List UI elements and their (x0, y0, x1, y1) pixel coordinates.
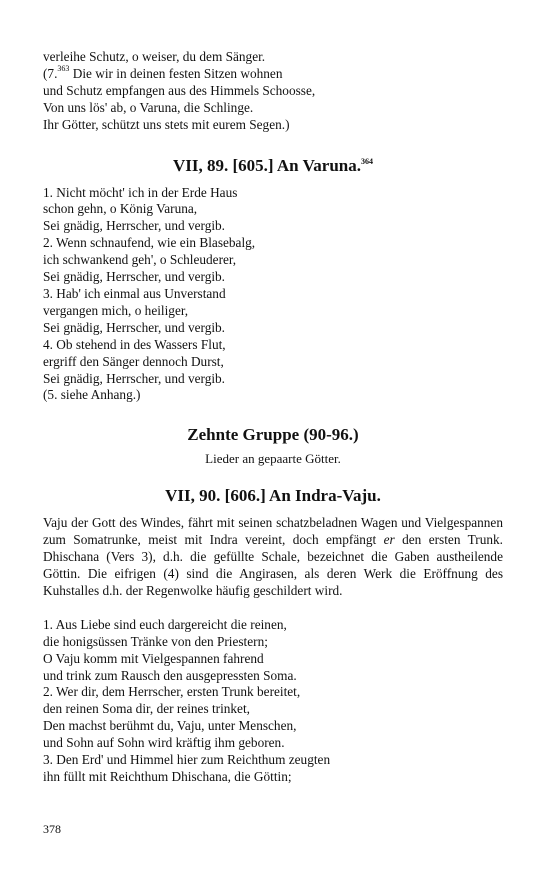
text-line: Ihr Götter, schützt uns stets mit eurem Segen.) (43, 116, 290, 132)
verse-line: 1. Aus Liebe sind euch dargereicht die reinen, (43, 616, 287, 632)
verse-line: 3. Hab' ich einmal aus Unverstand (43, 285, 226, 301)
verse-line: den reinen Soma dir, der reines trinket, (43, 701, 250, 717)
verse-line: ich schwankend geh', o Schleuderer, (43, 252, 237, 268)
text-line (43, 63, 503, 83)
verse-line: Sei gnädig, Herrscher, und vergib. (43, 218, 226, 234)
page-body (43, 49, 503, 786)
hymn-verses (43, 185, 503, 405)
verse-line: ergriff den Sänger dennoch Durst, (43, 353, 224, 369)
footnote-ref: 364 (361, 156, 373, 166)
hymn-heading: VII, 90. [606.] An Indra-Vaju. (165, 486, 381, 506)
intro-text: Vaju der Gott des Windes, fährt mit seinen schatzbeladnen Wagen und Vielgespannen zum Somatrunke, meist mit Indra vereint, doch empfängt (43, 515, 503, 548)
verse-line: Sei gnädig, Herrscher, und vergib. (43, 370, 226, 386)
intro-text: den ersten Trunk. Dhischana (Vers 3), d.h. die gefüllte Schale, bezeichnet die Gaben austheilende Göttin. Die eifrigen (4) sind die Angirasen, als deren Werk die Eröffnung des Kuhstalles d.h. der Regenwolke häufig geschildert wird. (43, 532, 503, 598)
text-line: und Schutz empfangen aus des Himmels Schoosse, (43, 82, 316, 98)
verse-line: 4. Ob stehend in des Wassers Flut, (43, 336, 226, 352)
verse-prefix: (7. (43, 65, 58, 81)
verse-line: O Vaju komm mit Vielgespannen fahrend (43, 650, 264, 666)
group-subtitle: Lieder an gepaarte Götter. (205, 451, 341, 467)
footnote-ref: 363 (57, 63, 70, 73)
verse-line: (5. siehe Anhang.) (43, 387, 141, 403)
hymn-verses (43, 617, 503, 786)
verse-line: ihn füllt mit Reichthum Dhischana, die Göttin; (43, 769, 292, 784)
text-line: Von uns lös' ab, o Varuna, die Schlinge. (43, 99, 254, 115)
verse-line: Sei gnädig, Herrscher, und vergib. (43, 269, 226, 285)
verse-line: schon gehn, o König Varuna, (43, 201, 198, 217)
verse-line: und Sohn auf Sohn wird kräftig ihm geboren. (43, 735, 285, 751)
verse-line: vergangen mich, o heiliger, (43, 302, 189, 318)
verse-line: 2. Wer dir, dem Herrscher, ersten Trunk bereitet, (43, 684, 301, 700)
verse-line: und trink zum Rausch den ausgepressten Soma. (43, 667, 297, 683)
hymn-heading (43, 156, 503, 176)
verse-line: 3. Den Erd' und Himmel hier zum Reichthum zeugten (43, 752, 331, 768)
intro-paragraph (43, 515, 503, 600)
verse-line: Sei gnädig, Herrscher, und vergib. (43, 319, 226, 335)
verse-line: Den machst berühmt du, Vaju, unter Menschen, (43, 718, 297, 734)
verse-line: die honigsüssen Tränke von den Priestern; (43, 633, 268, 649)
group-heading: Zehnte Gruppe (90-96.) (187, 425, 359, 445)
text-line: verleihe Schutz, o weiser, du dem Sänger. (43, 49, 266, 64)
intro-emphasis: er (383, 532, 395, 548)
page-number: 378 (43, 822, 61, 836)
verse-line: 2. Wenn schnaufend, wie ein Blasebalg, (43, 235, 256, 251)
hymn-heading-text: VII, 89. [605.] An Varuna. (173, 155, 361, 175)
verse-line: 1. Nicht möcht' ich in der Erde Haus (43, 184, 238, 200)
verse-text: Die wir in deinen festen Sitzen wohnen (72, 65, 283, 81)
